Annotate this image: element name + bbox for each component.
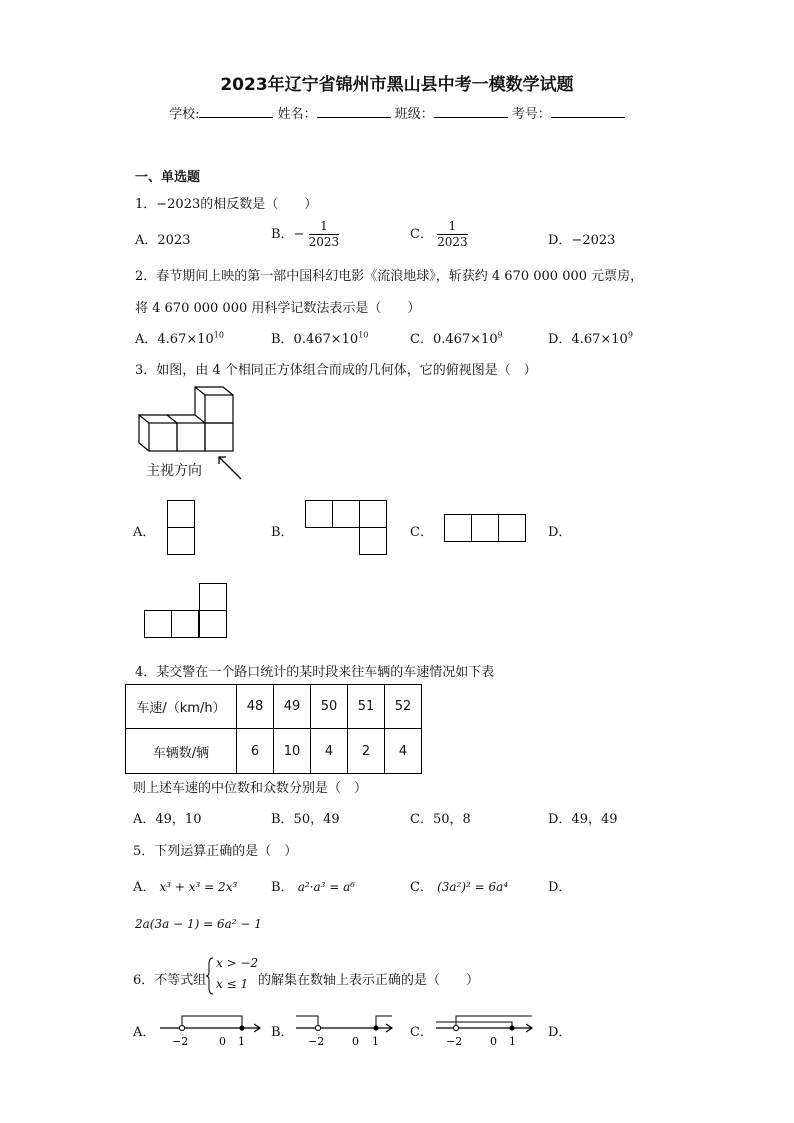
- speed-table: [125, 684, 422, 774]
- name-blank[interactable]: [317, 105, 391, 118]
- speed-cell: 51: [348, 685, 385, 729]
- tick-label: 0: [219, 1035, 226, 1048]
- q1-option-c[interactable]: [410, 219, 468, 250]
- q5-option-c[interactable]: [410, 876, 508, 895]
- q6-b-number-line: [292, 1010, 402, 1050]
- q5-c-label: C．: [410, 880, 433, 895]
- speed-header-cell: 车速/（km/h）: [126, 685, 237, 729]
- count-header-cell: 车辆数/辆: [126, 729, 237, 774]
- q6-c-number-line: [432, 1010, 542, 1050]
- q1-option-d[interactable]: D．−2023: [548, 233, 616, 248]
- name-label: 姓名：: [277, 107, 317, 122]
- q5-a-label: A．: [133, 880, 156, 895]
- q4-option-c[interactable]: C．50，8: [410, 812, 471, 827]
- student-info-line: [0, 103, 794, 122]
- speed-cell: 50: [311, 685, 348, 729]
- q4-option-d[interactable]: D．49，49: [548, 812, 618, 827]
- q4-question: 则上述车速的中位数和众数分别是（ ）: [133, 781, 368, 796]
- q2-line1: 2．春节期间上映的第一部中国科幻电影《流浪地球》，斩获约 4 670 000 000 元票房，: [135, 269, 644, 284]
- q3-c-square: [498, 514, 526, 542]
- count-cell: 2: [348, 729, 385, 774]
- q5-d-expression: 2a(3a − 1) = 6a² − 1: [135, 917, 262, 931]
- q3-a-square: [167, 527, 195, 555]
- tick-label: 1: [509, 1035, 516, 1048]
- q3-view-caption: 主视方向: [146, 463, 202, 479]
- q1-option-a[interactable]: A．2023: [135, 233, 191, 248]
- q3-option-c[interactable]: C．: [410, 525, 433, 540]
- q6-condition-1: x > −2: [216, 956, 259, 970]
- q1-b-numerator: 1: [320, 219, 328, 233]
- q3-option-d[interactable]: D．: [548, 525, 572, 540]
- tick-label: 1: [372, 1035, 379, 1048]
- q3-d-square: [199, 583, 227, 611]
- q2-b-exponent: 10: [358, 330, 369, 340]
- q1-c-numerator: 1: [448, 219, 457, 233]
- q3-option-b[interactable]: B．: [271, 525, 294, 540]
- q6-option-d[interactable]: D．: [548, 1025, 572, 1040]
- table-row: [126, 729, 422, 774]
- q6-stem-suffix: 的解集在数轴上表示正确的是（ ）: [258, 973, 480, 988]
- q5-b-expression: a²·a³ = a⁶: [297, 880, 356, 894]
- q5-option-b[interactable]: [271, 876, 355, 895]
- q4-stem: 4．某交警在一个路口统计的某时段来往车辆的车速情况如下表: [135, 665, 495, 680]
- q2-c-exponent: 9: [497, 330, 503, 340]
- q6-condition-2: x ≤ 1: [216, 977, 249, 991]
- class-blank[interactable]: [434, 105, 508, 118]
- q4-option-a[interactable]: A．49，10: [133, 812, 202, 827]
- q3-d-square: [199, 610, 227, 638]
- count-cell: 4: [385, 729, 422, 774]
- q5-option-a[interactable]: [133, 876, 237, 895]
- class-label: 班级：: [394, 107, 434, 122]
- exam-number-label: 考号：: [511, 107, 551, 122]
- view-direction-arrow-icon: [214, 452, 244, 482]
- speed-cell: 52: [385, 685, 422, 729]
- q3-b-square: [332, 500, 360, 528]
- q3-option-a[interactable]: A．: [133, 525, 156, 540]
- q2-d-base: D．4.67×10: [548, 332, 628, 347]
- q4-option-b[interactable]: B．50，49: [271, 812, 340, 827]
- q2-option-c[interactable]: [410, 328, 503, 347]
- school-blank[interactable]: [199, 105, 273, 118]
- q1-b-sign: −: [293, 227, 305, 242]
- q2-option-b[interactable]: [271, 328, 368, 347]
- section-title: 一、单选题: [135, 170, 201, 185]
- q3-b-square: [359, 500, 387, 528]
- q2-c-base: C．0.467×10: [410, 332, 498, 347]
- count-cell: 10: [274, 729, 311, 774]
- tick-label: 0: [490, 1035, 497, 1048]
- q1-b-denominator: 2023: [308, 235, 340, 249]
- q6-option-c[interactable]: C．: [410, 1025, 433, 1040]
- q5-stem: 5．下列运算正确的是（ ）: [133, 844, 298, 859]
- q3-stem: 3．如图，由 4 个相同正方体组合而成的几何体，它的俯视图是（ ）: [135, 363, 537, 378]
- q3-b-square: [305, 500, 333, 528]
- count-cell: 4: [311, 729, 348, 774]
- q1-c-fraction: [437, 219, 468, 250]
- count-cell: 6: [237, 729, 274, 774]
- q3-b-square: [359, 527, 387, 555]
- q3-c-square: [471, 514, 499, 542]
- tick-label: −2: [308, 1035, 325, 1048]
- q5-c-expression: (3a²)² = 6a⁴: [437, 880, 509, 894]
- q5-b-label: B．: [271, 880, 294, 895]
- q3-d-square: [171, 610, 199, 638]
- q1-b-label: B．: [271, 227, 294, 242]
- q6-a-number-line: [156, 1010, 266, 1050]
- q5-a-expression: x³ + x³ = 2x³: [159, 880, 238, 894]
- q2-option-d[interactable]: [548, 328, 633, 347]
- q1-c-label: C．: [410, 227, 433, 242]
- tick-label: −2: [172, 1035, 189, 1048]
- q6-option-b[interactable]: B．: [271, 1025, 294, 1040]
- q1-option-b[interactable]: [271, 219, 339, 250]
- q6-brace-icon: [205, 956, 215, 996]
- q1-stem: 1．−2023的相反数是（ ）: [135, 197, 318, 212]
- q2-line2: 将 4 670 000 000 用科学记数法表示是（ ）: [135, 301, 421, 316]
- q1-c-denominator: 2023: [437, 235, 468, 249]
- q2-a-base: A．4.67×10: [135, 332, 214, 347]
- q2-a-exponent: 10: [213, 330, 224, 340]
- table-row: [126, 685, 422, 729]
- q5-option-d[interactable]: D．: [548, 880, 572, 895]
- q3-d-square: [144, 610, 172, 638]
- speed-cell: 49: [274, 685, 311, 729]
- q3-c-square: [444, 514, 472, 542]
- page-title: 2023年辽宁省锦州市黑山县中考一模数学试题: [220, 75, 574, 95]
- q6-stem-prefix: 6．不等式组: [133, 973, 207, 988]
- speed-cell: 48: [237, 685, 274, 729]
- q1-b-fraction: [309, 219, 340, 250]
- q3-a-square: [167, 500, 195, 528]
- tick-label: −2: [446, 1035, 463, 1048]
- school-label: 学校:: [169, 107, 200, 122]
- q2-option-a[interactable]: [135, 328, 224, 347]
- tick-label: 1: [238, 1035, 245, 1048]
- exam-number-blank[interactable]: [551, 105, 625, 118]
- tick-label: 0: [352, 1035, 359, 1048]
- q2-d-exponent: 9: [627, 330, 633, 340]
- q6-option-a[interactable]: A．: [133, 1025, 156, 1040]
- q2-b-base: B．0.467×10: [271, 332, 359, 347]
